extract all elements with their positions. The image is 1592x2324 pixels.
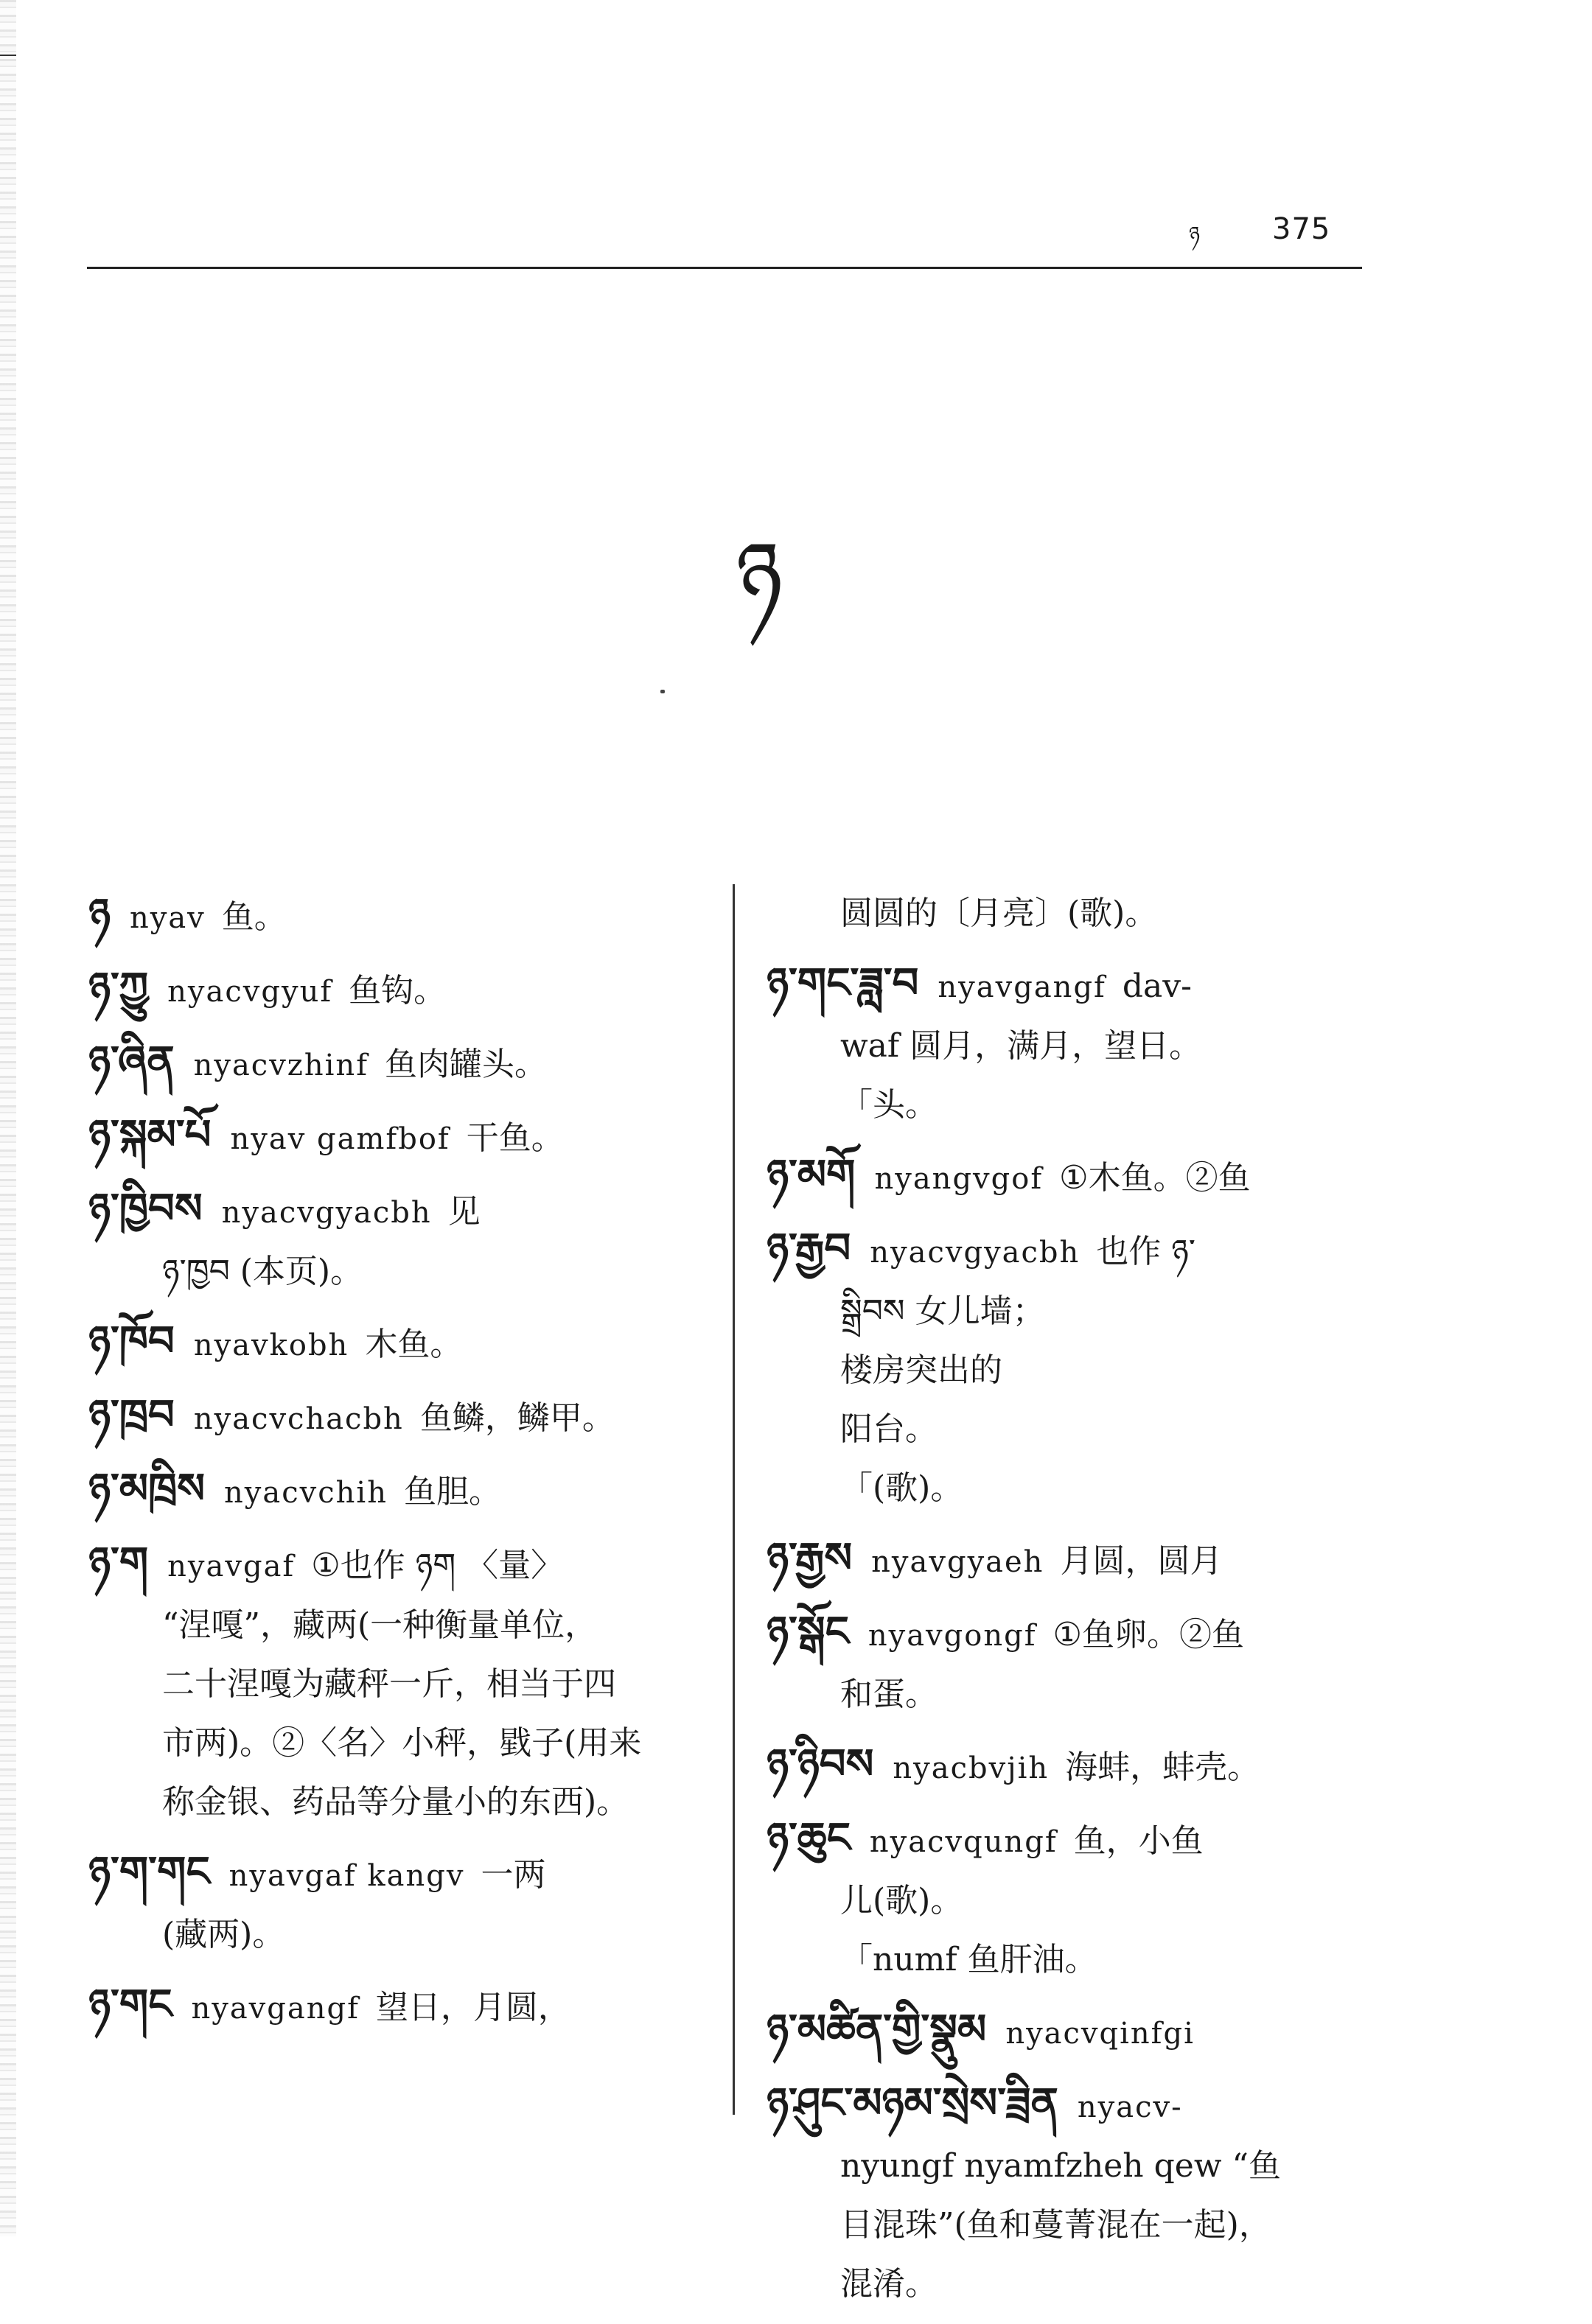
entry-romanization: nyavgangf (938, 970, 1106, 1004)
entry-gap (767, 943, 1386, 953)
entry-gap (767, 1989, 1386, 2000)
dictionary-entry (88, 1385, 715, 1459)
entry-gap (88, 1964, 715, 1975)
entry-gap (767, 1592, 1386, 1602)
entry-definition: 月圆，圆月 (1060, 1542, 1223, 1580)
entry-gap (767, 1798, 1386, 1808)
entry-definition: 也作 ཉ་ (1096, 1233, 1196, 1270)
entry-headword: ཉ་ག་གང (88, 1847, 210, 1896)
dictionary-entry (767, 1602, 1386, 1735)
entry-romanization: nyacvgyuf (167, 975, 333, 1009)
entry-continuation: 阳台。 (840, 1410, 938, 1448)
section-letter: ཉ (735, 523, 783, 626)
entry-romanization: nyacvchih (224, 1476, 388, 1510)
header-tibetan-mark: ཉ (1189, 222, 1200, 246)
dictionary-entry (767, 1145, 1386, 1219)
entry-gap (88, 1301, 715, 1312)
entry-definition: 鱼鳞，鳞甲。 (419, 1399, 615, 1437)
entry-continuation: 二十涅嘎为藏秤一斤，相当于四 (162, 1665, 616, 1703)
entry-continuation: waf 圆月，满月，望日。 (840, 1027, 1202, 1065)
entry-romanization: nyacbvjih (893, 1751, 1050, 1785)
dictionary-entry (767, 1808, 1386, 2000)
left-column (88, 884, 715, 2048)
entry-continuation: 称金银、药品等分量小的东西)。 (162, 1783, 629, 1821)
entry-romanization: nyacvgyacbh (221, 1196, 432, 1230)
entry-gap (88, 1169, 715, 1179)
entry-romanization: nyavgongf (867, 1619, 1037, 1653)
entry-line (767, 1735, 1386, 1798)
entry-line (88, 1032, 715, 1095)
entry-romanization: nyacv- (1077, 2090, 1183, 2124)
entry-gap (88, 1522, 715, 1533)
entry-definition: 鱼胆。 (403, 1473, 501, 1511)
entry-gap (767, 2314, 1386, 2324)
entry-gap (767, 1518, 1386, 1528)
entry-headword: ཉ་མཚིན་གྱི་སྣུམ (767, 2005, 987, 2054)
dictionary-entry (767, 953, 1386, 1145)
entry-line (88, 1975, 715, 2038)
entry-continuation: སྒྲིབས 女儿墙； (840, 1292, 1045, 1330)
entry-continuation: “涅嘎”，藏两(一种衡量单位， (162, 1606, 598, 1644)
entry-continuation: ཉ་ཁྱབ (本页)。 (162, 1253, 363, 1290)
entry-continuation: 「numf 鱼肝油。 (840, 1941, 1097, 1978)
right-column (767, 884, 1386, 2324)
entry-romanization: nyacvqungf (869, 1825, 1058, 1859)
entry-continuation: 目混珠”(鱼和蔓菁混在一起)， (840, 2206, 1271, 2244)
entry-line (88, 1312, 715, 1375)
entry-definition: 鱼，小鱼 (1073, 1822, 1204, 1860)
entry-continuation: 圆圆的〔月亮〕(歌)。 (840, 895, 1158, 932)
entry-romanization: nyangvgof (874, 1162, 1044, 1196)
entry-line (767, 2073, 1386, 2137)
entry-definition: 鱼肉罐头。 (385, 1046, 547, 1083)
dictionary-entry (88, 1975, 715, 2048)
column-divider (733, 884, 735, 2115)
entry-gap (88, 1832, 715, 1842)
entry-continuation: 「(歌)。 (840, 1469, 963, 1507)
entry-headword: ཉ་གང (88, 1980, 172, 2029)
entry-line (88, 1105, 715, 1169)
entry-gap (767, 2063, 1386, 2073)
dictionary-entry (767, 1528, 1386, 1602)
entry-definition: 木鱼。 (365, 1326, 463, 1363)
entry-romanization: nyacvchacbh (193, 1402, 404, 1436)
entry-definition: 干鱼。 (466, 1119, 564, 1157)
entry-romanization: nyacvzhinf (193, 1049, 369, 1082)
dictionary-entry (88, 1842, 715, 1975)
entry-continuation: nyungf nyamfzheh qew “鱼 (840, 2147, 1281, 2185)
entry-headword: ཉ་རྒྱས (767, 1533, 853, 1582)
entry-line (88, 1459, 715, 1522)
dictionary-entry (88, 958, 715, 1032)
entry-definition: ①鱼卵。②鱼 (1052, 1616, 1244, 1653)
page-number: 375 (1272, 212, 1331, 246)
entry-headword: ཉ་ཁོབ (88, 1317, 175, 1365)
entry-romanization: nyavgaf kangv (228, 1859, 465, 1893)
entry-romanization: nyav gamfbof (230, 1122, 450, 1156)
entry-romanization: nyav (129, 901, 206, 935)
entry-headword: ཉ་ཁྱིབས (88, 1184, 203, 1233)
entry-definition: 一两 (481, 1856, 546, 1894)
dictionary-entry (88, 1459, 715, 1533)
ink-speck (660, 690, 665, 693)
entry-definition: ①木鱼。②鱼 (1059, 1159, 1251, 1197)
entry-gap (88, 1095, 715, 1105)
entry-line (767, 1602, 1386, 1665)
entry-line (88, 958, 715, 1021)
dictionary-entry (767, 884, 1386, 953)
entry-line (767, 2000, 1386, 2063)
entry-line (767, 953, 1386, 1017)
entry-romanization: nyavgangf (191, 1992, 360, 2026)
entry-gap (88, 948, 715, 958)
entry-gap (88, 1375, 715, 1385)
entry-headword: ཉ་ཉིབས (767, 1740, 874, 1788)
entry-headword: ཉ་ཞིན (88, 1037, 175, 1085)
entry-gap (88, 2038, 715, 2048)
entry-headword: ཉ་ག (88, 1538, 149, 1586)
entry-romanization: nyacvqinfgi (1005, 2017, 1195, 2051)
dictionary-entry (767, 1219, 1386, 1528)
entry-headword: ཉ་ཁྲབ (88, 1390, 175, 1439)
entry-headword: ཉ་སྐམ་པོ (88, 1110, 212, 1159)
entry-continuation: 「头。 (840, 1086, 938, 1124)
entry-headword: ཉ་སྒོང (767, 1607, 849, 1656)
entry-romanization: nyavgyaeh (871, 1545, 1044, 1579)
dictionary-entry (88, 1312, 715, 1385)
scan-edge (0, 0, 16, 2236)
entry-headword: ཉ་མཁྲིས (88, 1464, 206, 1513)
corner-mark (0, 55, 16, 56)
dictionary-entry (88, 1533, 715, 1842)
entry-continuation: 和蛋。 (840, 1676, 938, 1713)
entry-gap (88, 1449, 715, 1459)
entry-headword: ཉ (88, 889, 111, 938)
dictionary-entry (767, 2000, 1386, 2073)
entry-headword: ཉ་ཀྱུ (88, 963, 149, 1012)
entry-line (88, 1385, 715, 1449)
entry-gap (767, 1724, 1386, 1735)
entry-line (88, 884, 715, 948)
entry-definition: 望日，月圆， (375, 1989, 570, 2026)
entry-headword: ཉ་གང་ཟླ་བ (767, 959, 919, 1007)
entry-definition: dav- (1122, 967, 1192, 1005)
entry-headword: ཉ་རྒྱབ (767, 1224, 851, 1273)
entry-headword: ཉ་མགོ (767, 1150, 856, 1199)
header-rule (87, 267, 1362, 269)
entry-definition: 海蚌，蚌壳。 (1065, 1749, 1260, 1786)
dictionary-entry (767, 2073, 1386, 2324)
entry-continuation: 市两)。②〈名〉小秤，戥子(用来 (162, 1724, 642, 1762)
page-header (87, 199, 1362, 273)
entry-headword: ཉ་ཤུང་མཉམ་སྲེས་ཟྲིན (767, 2079, 1058, 2127)
entry-line (767, 1528, 1386, 1592)
entry-line (88, 1842, 715, 1905)
entry-definition: ①也作 ཉག 〈量〉 (311, 1547, 564, 1584)
entry-line (767, 1219, 1386, 1282)
entry-romanization: nyavgaf (167, 1550, 296, 1583)
entry-line (767, 1145, 1386, 1208)
dictionary-entry (88, 884, 715, 958)
dictionary-entry (88, 1179, 715, 1312)
dictionary-entry (88, 1032, 715, 1105)
entry-definition: 鱼钩。 (349, 972, 447, 1009)
entry-line (767, 1808, 1386, 1872)
entry-gap (767, 1208, 1386, 1219)
entry-romanization: nyacvgyacbh (870, 1236, 1080, 1270)
entry-line (88, 1533, 715, 1596)
entry-romanization: nyavkobh (193, 1329, 349, 1362)
entry-headword: ཉ་ཆུང (767, 1813, 851, 1862)
entry-continuation: 儿(歌)。 (840, 1882, 963, 1919)
entry-continuation: 楼房突出的 (840, 1351, 1002, 1389)
entry-line (88, 1179, 715, 1242)
entry-gap (88, 1021, 715, 1032)
entry-continuation: (藏两)。 (162, 1916, 285, 1953)
entry-continuation: 混淆。 (840, 2265, 938, 2303)
entry-gap (767, 1135, 1386, 1145)
dictionary-entry (767, 1735, 1386, 1808)
entry-definition: 见 (447, 1193, 481, 1231)
dictionary-entry (88, 1105, 715, 1179)
entry-definition: 鱼。 (221, 898, 287, 936)
